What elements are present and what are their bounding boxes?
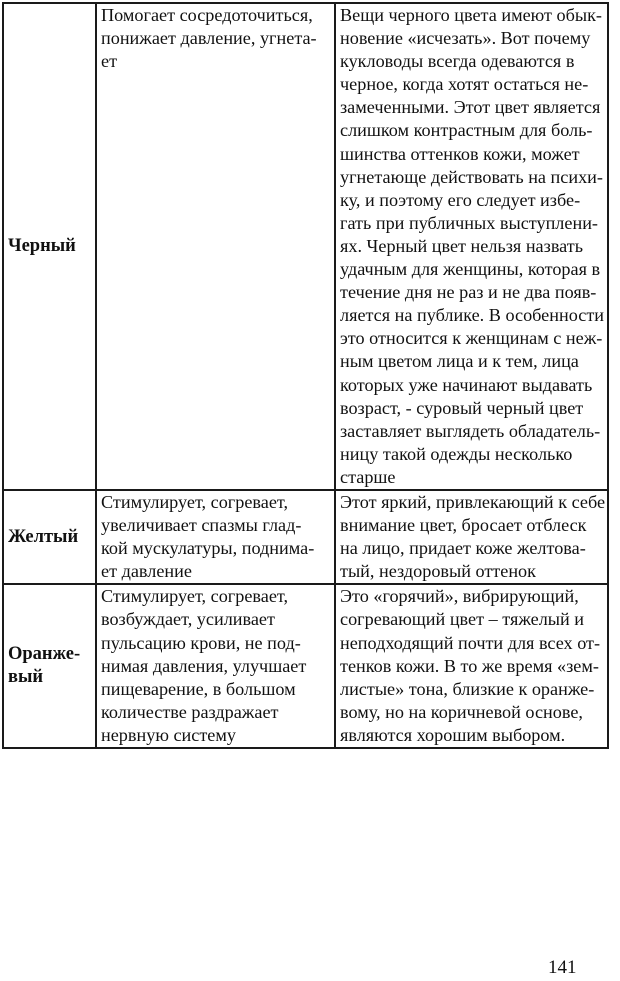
effect-line: понижает давление, угнета- bbox=[101, 28, 317, 49]
notes-line: замеченными. Этот цвет является bbox=[340, 97, 601, 118]
notes-line: новение «исчезать». Вот почему bbox=[340, 28, 591, 49]
notes-line: которых уже начинают выдавать bbox=[340, 374, 593, 395]
effect-line: нервную систему bbox=[101, 724, 236, 745]
effect-line: возбуждает, усиливает bbox=[101, 609, 275, 630]
notes-line: неподходящий почти для всех от- bbox=[340, 632, 601, 653]
notes-line: угнетающе действовать на психи- bbox=[340, 166, 603, 187]
notes-line: шинства оттенков кожи, может bbox=[340, 143, 580, 164]
notes-line: ку, и поэтому его следует избе- bbox=[340, 189, 581, 210]
effect-line: Помогает сосредоточиться, bbox=[101, 5, 313, 25]
effect-line: ет bbox=[101, 51, 118, 72]
notes-line: возраст, - суровый черный цвет bbox=[340, 397, 584, 418]
color-name-cell bbox=[3, 3, 96, 490]
notes-line: Этот яркий, привлекающий к себе bbox=[340, 491, 606, 512]
notes-line: черное, когда хотят остаться не- bbox=[340, 74, 589, 95]
notes-line: вому, но на коричневой основе, bbox=[340, 701, 583, 722]
notes-line: слишком контрастным для боль- bbox=[340, 120, 593, 141]
notes-line: тый, нездоровый оттенок bbox=[340, 561, 536, 582]
table-row-yellow bbox=[3, 490, 608, 584]
notes-line: Это «горячий», вибрирующий, bbox=[340, 586, 579, 607]
notes-line: согревающий цвет – тяжелый и bbox=[340, 609, 585, 630]
notes-line: внимание цвет, бросает отблеск bbox=[340, 515, 587, 536]
effect-line: ет давление bbox=[101, 561, 192, 582]
notes-line: Вещи черного цвета имеют обык- bbox=[340, 5, 602, 25]
effect-line: количестве раздражает bbox=[101, 701, 279, 722]
effect-cell bbox=[96, 3, 335, 490]
effect-line: Стимулирует, согревает, bbox=[101, 586, 289, 607]
effect-line: пульсацию крови, не под- bbox=[101, 632, 301, 653]
notes-line: тенков кожи. В то же время «зем- bbox=[340, 655, 599, 676]
effect-line: нимая давления, улучшает bbox=[101, 655, 307, 676]
notes-line: листые» тона, близкие к оранже- bbox=[340, 678, 595, 699]
effect-cell bbox=[96, 584, 335, 748]
notes-line: кукловоды всегда одеваются в bbox=[340, 51, 575, 72]
notes-line: ным цветом лица и к тем, лица bbox=[340, 351, 579, 372]
color-name: вый bbox=[8, 667, 44, 688]
notes-line: это относится к женщинам с неж- bbox=[340, 328, 603, 349]
color-name: Черный bbox=[8, 235, 76, 256]
color-name: Оранже- bbox=[8, 644, 81, 665]
color-name: Желтый bbox=[8, 526, 79, 547]
notes-cell bbox=[335, 490, 608, 584]
notes-line: являются хорошим выбором. bbox=[340, 724, 566, 745]
color-name-cell bbox=[3, 584, 96, 748]
notes-line: заставляет выглядеть обладатель- bbox=[340, 420, 601, 441]
notes-line: течение дня не раз и не два появ- bbox=[340, 282, 597, 303]
notes-line: гать при публичных выступлени- bbox=[340, 212, 598, 233]
effect-line: пищеварение, в большом bbox=[101, 678, 296, 699]
effect-line: кой мускулатуры, поднима- bbox=[101, 538, 315, 559]
effect-line: Стимулирует, согревает, bbox=[101, 491, 289, 512]
notes-line: старше bbox=[340, 466, 396, 487]
notes-line: удачным для женщины, которая в bbox=[340, 259, 601, 280]
notes-line: на лицо, придает коже желтова- bbox=[340, 538, 586, 559]
notes-line: ляется на публике. В особенности bbox=[340, 305, 605, 326]
notes-line: ях. Черный цвет нельзя назвать bbox=[340, 235, 584, 256]
page-number: 141 bbox=[548, 957, 577, 978]
notes-line: ницу такой одежды несколько bbox=[340, 443, 573, 464]
table-row-orange bbox=[3, 584, 608, 748]
table-row-black bbox=[3, 3, 608, 490]
effect-cell bbox=[96, 490, 335, 584]
color-name-cell bbox=[3, 490, 96, 584]
notes-cell bbox=[335, 3, 608, 490]
notes-cell bbox=[335, 584, 608, 748]
effect-line: увеличивает спазмы глад- bbox=[101, 515, 302, 536]
color-effects-table bbox=[2, 2, 609, 749]
